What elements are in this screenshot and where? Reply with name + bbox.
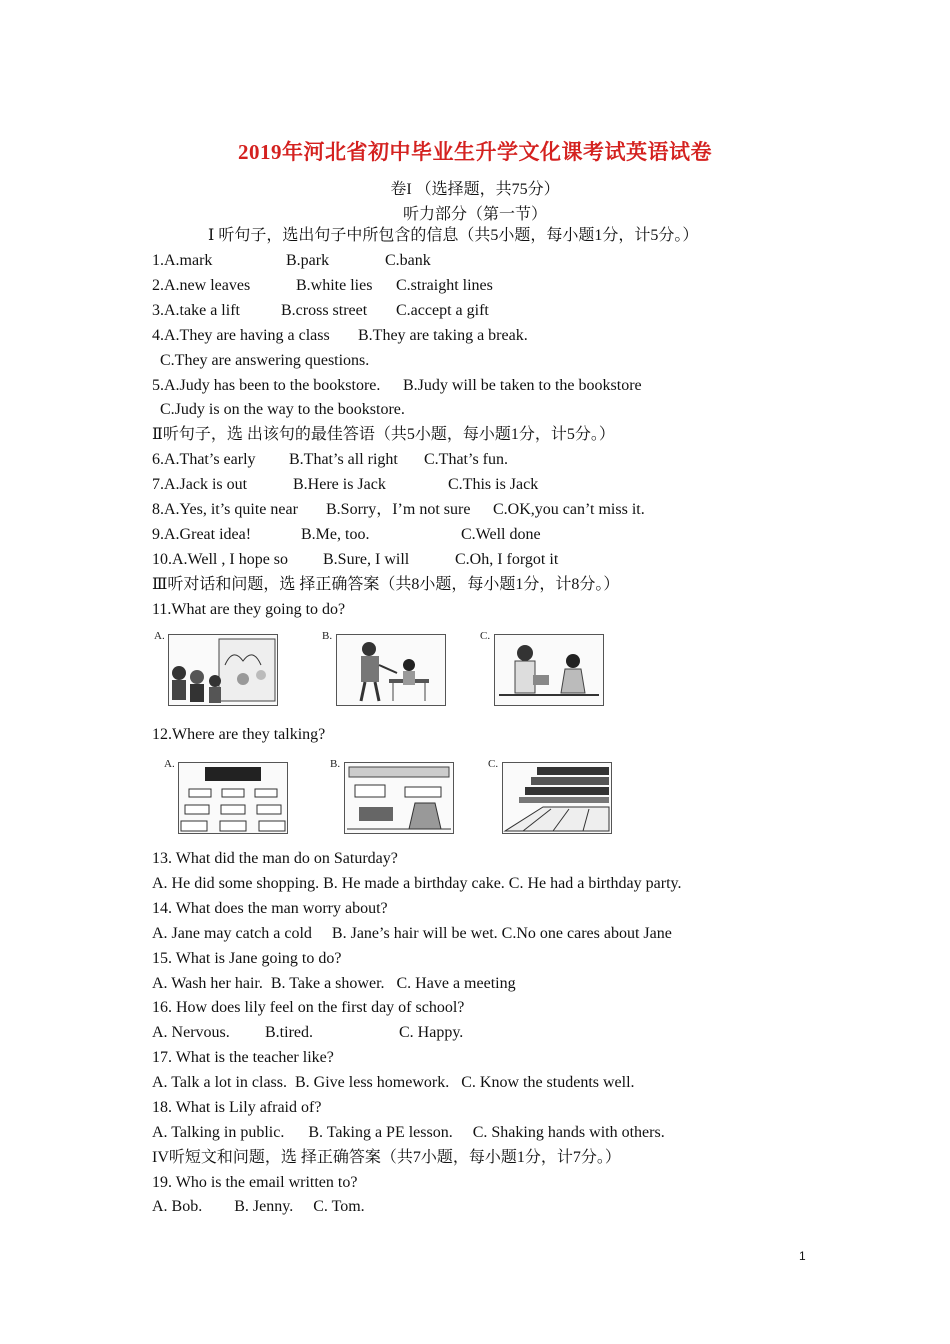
question-17: 17. What is the teacher like? [152, 1049, 334, 1066]
q12-picture-c [502, 762, 612, 834]
option-b: B.Sure, I will [323, 551, 410, 568]
q12-picture-b-label: B. [330, 758, 341, 770]
option-c: C.This is Jack [448, 476, 539, 493]
option-a: 2.A.new leaves [152, 277, 251, 294]
stadium-illustration [503, 763, 611, 833]
question-19-options: A. Bob. B. Jenny. C. Tom. [152, 1198, 365, 1215]
option-b: B.Judy will be taken to the bookstore [403, 377, 642, 394]
teacher-helping-student-illustration [337, 635, 445, 705]
option-a: 8.A.Yes, it’s quite near [152, 501, 298, 518]
option-c: C.That’s fun. [424, 451, 508, 468]
option-a: A. Nervous. [152, 1024, 230, 1041]
section-2-heading: Ⅱ听句子，选 出该句的最佳答语（共5小题，每小题1分，计5分。） [152, 426, 615, 443]
library-illustration [345, 763, 453, 833]
paper-subtitle: 卷I （选择题，共75分） [390, 181, 560, 198]
option-b: B.That’s all right [289, 451, 398, 468]
q12-picture-c-label: C. [488, 758, 499, 770]
option-a: 6.A.That’s early [152, 451, 256, 468]
question-19: 19. Who is the email written to? [152, 1174, 358, 1191]
q11-picture-b-label: B. [322, 630, 333, 642]
question-13-options: A. He did some shopping. B. He made a birthday cake. C. He had a birthday party. [152, 875, 682, 892]
option-a: 9.A.Great idea! [152, 526, 252, 543]
option-b: B.white lies [296, 277, 373, 294]
question-15: 15. What is Jane going to do? [152, 950, 342, 967]
q12-picture-a-label: A. [164, 758, 175, 770]
q11-picture-a-label: A. [154, 630, 165, 642]
option-c: C. Happy. [399, 1024, 464, 1041]
question-13: 13. What did the man do on Saturday? [152, 850, 398, 867]
listening-heading: 听力部分（第一节） [402, 206, 547, 223]
option-a: 4.A.They are having a class [152, 327, 330, 344]
exam-title: 2019年河北省初中毕业生升学文化课考试英语试卷 [238, 140, 712, 164]
option-b: B.Sorry，I’m not sure [326, 501, 471, 518]
option-b: B.Me, too. [301, 526, 370, 543]
option-a: 7.A.Jack is out [152, 476, 248, 493]
option-a: 1.A.mark [152, 252, 213, 269]
option-a: 5.A.Judy has been to the bookstore. [152, 377, 381, 394]
q12-picture-b [344, 762, 454, 834]
question-5-option-c: C.Judy is on the way to the bookstore. [160, 401, 405, 418]
q12-picture-a [178, 762, 288, 834]
audience-watching-show-illustration [169, 635, 277, 705]
question-18-options: A. Talking in public. B. Taking a PE lesson. C. Shaking hands with others. [152, 1124, 665, 1141]
q11-picture-c-label: C. [480, 630, 491, 642]
section-1-heading: Ⅰ 听句子，选出句子中所包含的信息（共5小题，每小题1分，计5分。） [208, 227, 699, 244]
question-12: 12.Where are they talking? [152, 726, 326, 743]
classroom-illustration [179, 763, 287, 833]
option-b: B.They are taking a break. [358, 327, 528, 344]
question-14: 14. What does the man worry about? [152, 900, 388, 917]
option-b: B.Here is Jack [293, 476, 386, 493]
option-b: B.tired. [265, 1024, 313, 1041]
option-b: B.cross street [281, 302, 368, 319]
option-c: C.Oh, I forgot it [455, 551, 559, 568]
option-c: C.straight lines [396, 277, 493, 294]
question-15-options: A. Wash her hair. B. Take a shower. C. Have a meeting [152, 975, 516, 992]
question-16: 16. How does lily feel on the first day of school? [152, 999, 465, 1016]
q11-picture-a [168, 634, 278, 706]
question-17-options: A. Talk a lot in class. B. Give less homework. C. Know the students well. [152, 1074, 635, 1091]
q11-picture-c [494, 634, 604, 706]
question-18: 18. What is Lily afraid of? [152, 1099, 322, 1116]
question-11: 11.What are they going to do? [152, 601, 346, 618]
option-b: B.park [286, 252, 330, 269]
option-c: C.OK,you can’t miss it. [493, 501, 645, 518]
option-c: C.accept a gift [396, 302, 489, 319]
page-number: 1 [799, 1249, 806, 1263]
section-3-heading: Ⅲ听对话和问题，选 择正确答案（共8小题，每小题1分，计8分。） [152, 576, 620, 593]
q11-picture-b [336, 634, 446, 706]
option-a: 10.A.Well , I hope so [152, 551, 289, 568]
question-4-option-c: C.They are answering questions. [160, 352, 370, 369]
question-14-options: A. Jane may catch a cold B. Jane’s hair will be wet. C.No one cares about Jane [152, 925, 672, 942]
section-4-heading: IV听短文和问题，选 择正确答案（共7小题，每小题1分，计7分。） [152, 1149, 621, 1166]
option-a: 3.A.take a lift [152, 302, 240, 319]
doctor-and-girl-illustration [495, 635, 603, 705]
option-c: C.Well done [461, 526, 541, 543]
option-c: C.bank [385, 252, 431, 269]
